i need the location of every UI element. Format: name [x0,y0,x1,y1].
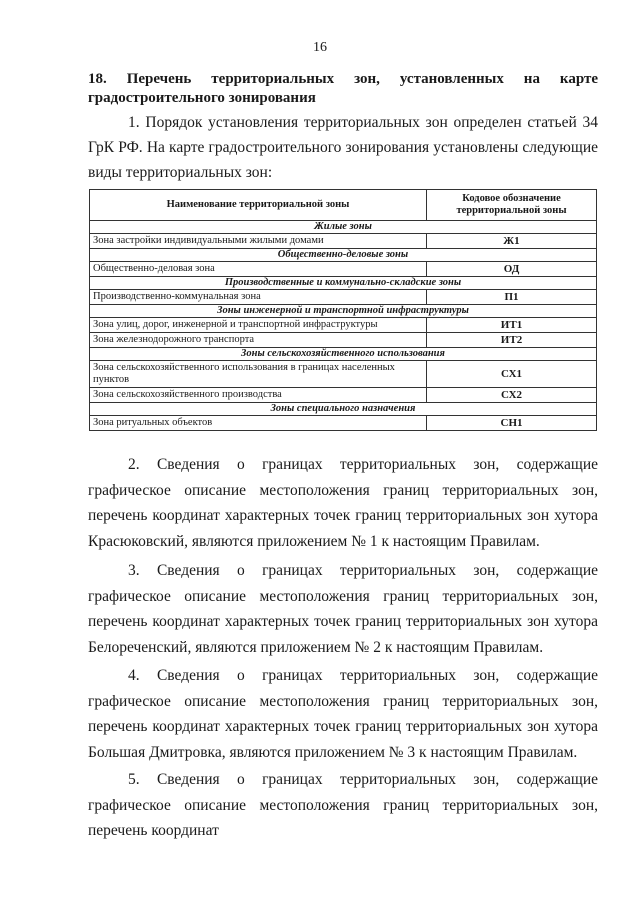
zone-name: Общественно-деловая зона [90,262,427,277]
zones-table [89,189,597,431]
zone-code: ИТ1 [427,318,597,333]
paragraph-appendix-3: 4. Сведения о границах территориальных зон, содержащие графическое описание местоположения границ территориальных зон, перечень координат характерных точек границ территориальных зон хутора Большая Дмитровка, являются приложением № 3 к настоящим Правилам. [88,667,598,762]
table-header-row [90,190,597,221]
table-row [90,318,597,333]
table-group-row [90,221,597,234]
header-zone-code: Кодовое обозначение территориальной зоны [427,190,597,221]
intro-paragraph: 1. Порядок установления территориальных зон определен статьей 34 ГрК РФ. На карте градостроительного зонирования установлены следующие виды территориальных зон: [88,114,598,181]
zone-name: Зона железнодорожного транспорта [90,333,427,348]
table-group-row [90,305,597,318]
zone-code: П1 [427,290,597,305]
paragraph-appendix-1: 2. Сведения о границах территориальных зон, содержащие графическое описание местоположения границ территориальных зон, перечень координат характерных точек границ территориальных зон хутора Красюковский, являются приложением № 1 к настоящим Правилам. [88,456,598,551]
zone-code: ОД [427,262,597,277]
zone-code: ИТ2 [427,333,597,348]
group-title: Зоны специального назначения [90,403,597,416]
table-row [90,388,597,403]
table-group-row [90,403,597,416]
zone-code: СХ1 [427,361,597,388]
zone-name: Зона сельскохозяйственного использования в границах населенных пунктов [90,361,427,388]
section-heading: 18. Перечень территориальных зон, установленных на карте градостроительного зонирования [88,71,598,106]
table-row [90,333,597,348]
group-title: Зоны инженерной и транспортной инфраструктуры [90,305,597,318]
paragraph-appendix-4: 5. Сведения о границах территориальных зон, содержащие графическое описание местоположения границ территориальных зон, перечень координат [88,771,598,840]
table-group-row [90,348,597,361]
zone-name: Производственно-коммунальная зона [90,290,427,305]
group-title: Общественно-деловые зоны [90,249,597,262]
zone-code: СН1 [427,416,597,431]
group-title: Производственные и коммунально-складские зоны [90,277,597,290]
table-row [90,361,597,388]
zone-name: Зона застройки индивидуальными жилыми домами [90,234,427,249]
zone-name: Зона улиц, дорог, инженерной и транспортной инфраструктуры [90,318,427,333]
table-row [90,234,597,249]
zone-code: Ж1 [427,234,597,249]
table-row [90,262,597,277]
zone-code: СХ2 [427,388,597,403]
table-group-row [90,277,597,290]
header-zone-name: Наименование территориальной зоны [90,190,427,221]
zone-name: Зона ритуальных объектов [90,416,427,431]
zone-name: Зона сельскохозяйственного производства [90,388,427,403]
paragraph-appendix-2: 3. Сведения о границах территориальных зон, содержащие графическое описание местоположения границ территориальных зон, перечень координат характерных точек границ территориальных зон хутора Белореченский, являются приложением № 2 к настоящим Правилам. [88,562,598,657]
group-title: Зоны сельскохозяйственного использования [90,348,597,361]
table-row [90,290,597,305]
table-group-row [90,249,597,262]
table-row [90,416,597,431]
group-title: Жилые зоны [90,221,597,234]
page-number: 16 [313,40,327,55]
